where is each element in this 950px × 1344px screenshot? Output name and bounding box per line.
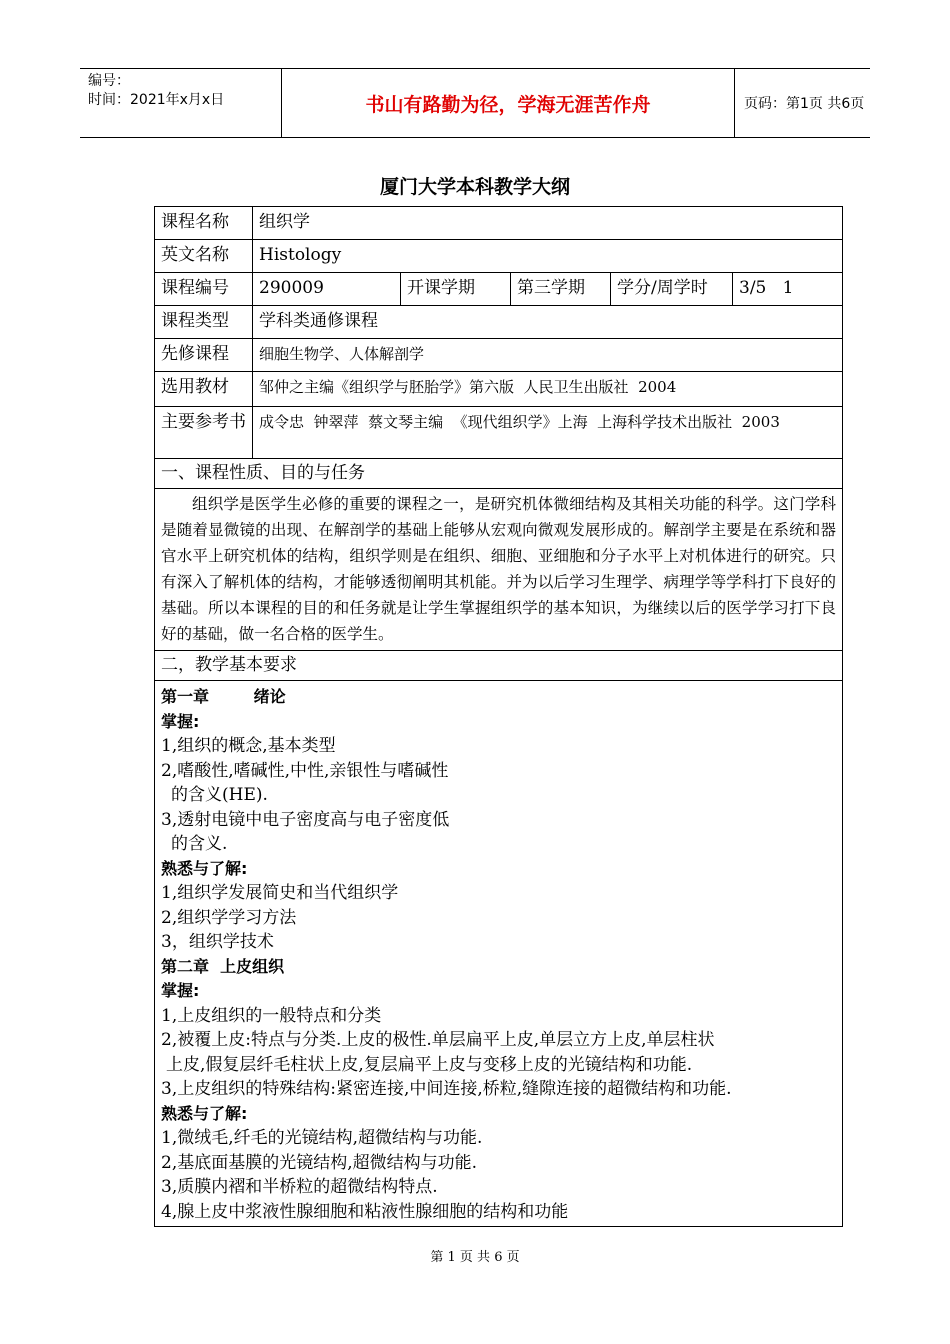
row-course-type <box>155 306 843 339</box>
chapter1-master-item-cont: 的含义. <box>171 834 228 854</box>
chapter1-familiar-item: 1,组织学发展简史和当代组织学 <box>161 883 399 903</box>
english-name-label: 英文名称 <box>155 240 253 273</box>
chapter1-familiar-heading: 熟悉与了解: <box>161 858 248 878</box>
header-meta <box>80 69 282 137</box>
row-course-name <box>155 207 843 240</box>
textbook-value: 邹仲之主编《组织学与胚胎学》第六版 人民卫生出版社 2004 <box>253 372 843 407</box>
chapter2-familiar-item: 4,腺上皮中浆液性腺细胞和粘液性腺细胞的结构和功能 <box>161 1201 569 1222</box>
course-name-value: 组织学 <box>253 207 843 240</box>
chapter2-title: 第二章 上皮组织 <box>161 956 285 976</box>
chapter1-master-heading: 掌握: <box>161 711 200 731</box>
course-type-value: 学科类通修课程 <box>253 306 843 339</box>
chapter1-master-item: 3,透射电镜中电子密度高与电子密度低 <box>161 809 450 830</box>
chapter1-familiar-item: 3，组织学技术 <box>161 932 274 952</box>
textbook-label: 选用教材 <box>155 372 253 407</box>
row-references <box>155 407 843 459</box>
chapter1-title: 第一章 绪论 <box>161 687 286 706</box>
row-section1-body <box>155 489 843 651</box>
section1-heading: 一、课程性质、目的与任务 <box>155 459 843 489</box>
chapter1-master-item: 1,组织的概念,基本类型 <box>161 736 336 756</box>
chapter2-familiar-heading: 熟悉与了解: <box>161 1103 248 1123</box>
prereq-value: 细胞生物学、人体解剖学 <box>253 339 843 372</box>
row-course-code <box>155 273 843 306</box>
document-header <box>80 68 870 138</box>
chapter1-master-item: 2,嗜酸性,嗜碱性,中性,亲银性与嗜碱性 <box>161 760 449 781</box>
chapter2-master-item-cont: 上皮,假复层纤毛柱状上皮,复层扁平上皮与变移上皮的光镜结构和功能. <box>166 1054 693 1075</box>
row-textbook <box>155 372 843 407</box>
references-value: 成令忠 钟翠萍 蔡文琴主编 《现代组织学》上海 上海科学技术出版社 2003 <box>253 407 843 459</box>
section2-body <box>155 681 843 1227</box>
course-code-value: 290009 <box>253 273 401 306</box>
credit-value: 3/5 1 <box>733 273 843 306</box>
header-page-code: 页码：第1页 共6页 <box>744 96 865 112</box>
page-footer: 第 1 页 共 6 页 <box>430 1250 520 1265</box>
chapter2-familiar-item: 3,质膜内褶和半桥粒的超微结构特点. <box>161 1177 438 1197</box>
syllabus-table <box>154 206 843 1227</box>
chapter2-master-heading: 掌握: <box>161 981 200 1000</box>
references-label: 主要参考书 <box>155 407 253 459</box>
chapter2-master-item: 3,上皮组织的特殊结构:紧密连接,中间连接,桥粒,缝隙连接的超微结构和功能. <box>161 1079 732 1099</box>
term-label: 开课学期 <box>401 273 511 306</box>
section1-body: 组织学是医学生必修的重要的课程之一，是研究机体微细结构及其相关功能的科学。这门学科是随着显微镜的出现、在解剖学的基础上能够从宏观向微观发展形成的。解剖学主要是在系统和器官水平上研究机体的结构，组织学则是在组织、细胞、亚细胞和分子水平上对机体进行的研究。只有深入了解机体的结构，才能够透彻阐明其机能。并为以后学习生理学、病理学等学科打下良好的基础。所以本课程的目的和任务就是让学生掌握组织学的基本知识，为继续以后的医学学习打下良好的基础，做一名合格的医学生。 <box>155 489 843 651</box>
page-title: 厦门大学本科教学大纲 <box>379 176 570 198</box>
row-section2-body <box>155 681 843 1227</box>
prereq-label: 先修课程 <box>155 339 253 372</box>
chapter2-familiar-item: 2,基底面基膜的光镜结构,超微结构与功能. <box>161 1152 478 1173</box>
english-name-value: Histology <box>253 240 843 273</box>
course-type-label: 课程类型 <box>155 306 253 339</box>
row-prerequisites <box>155 339 843 372</box>
header-motto: 书山有路勤为径，学海无涯苦作舟 <box>282 69 735 137</box>
chapter1-familiar-item: 2,组织学学习方法 <box>161 907 297 928</box>
row-section1-heading <box>155 459 843 489</box>
chapter2-master-item: 2,被覆上皮:特点与分类.上皮的极性.单层扁平上皮,单层立方上皮,单层柱状 <box>161 1030 715 1050</box>
chapter2-master-item: 1,上皮组织的一般特点和分类 <box>161 1005 382 1026</box>
document-number-label: 编号： <box>88 73 130 89</box>
credit-label: 学分/周学时 <box>611 273 733 306</box>
term-value: 第三学期 <box>511 273 611 306</box>
row-section2-heading <box>155 651 843 681</box>
chapter2-familiar-item: 1,微绒毛,纤毛的光镜结构,超微结构与功能. <box>161 1128 483 1148</box>
row-english-name <box>155 240 843 273</box>
section2-heading: 二，教学基本要求 <box>155 651 843 681</box>
document-time-label: 时间：2021年x月x日 <box>88 92 225 108</box>
course-code-label: 课程编号 <box>155 273 253 306</box>
course-name-label: 课程名称 <box>155 207 253 240</box>
chapter1-master-item-cont: 的含义(HE). <box>171 785 268 805</box>
